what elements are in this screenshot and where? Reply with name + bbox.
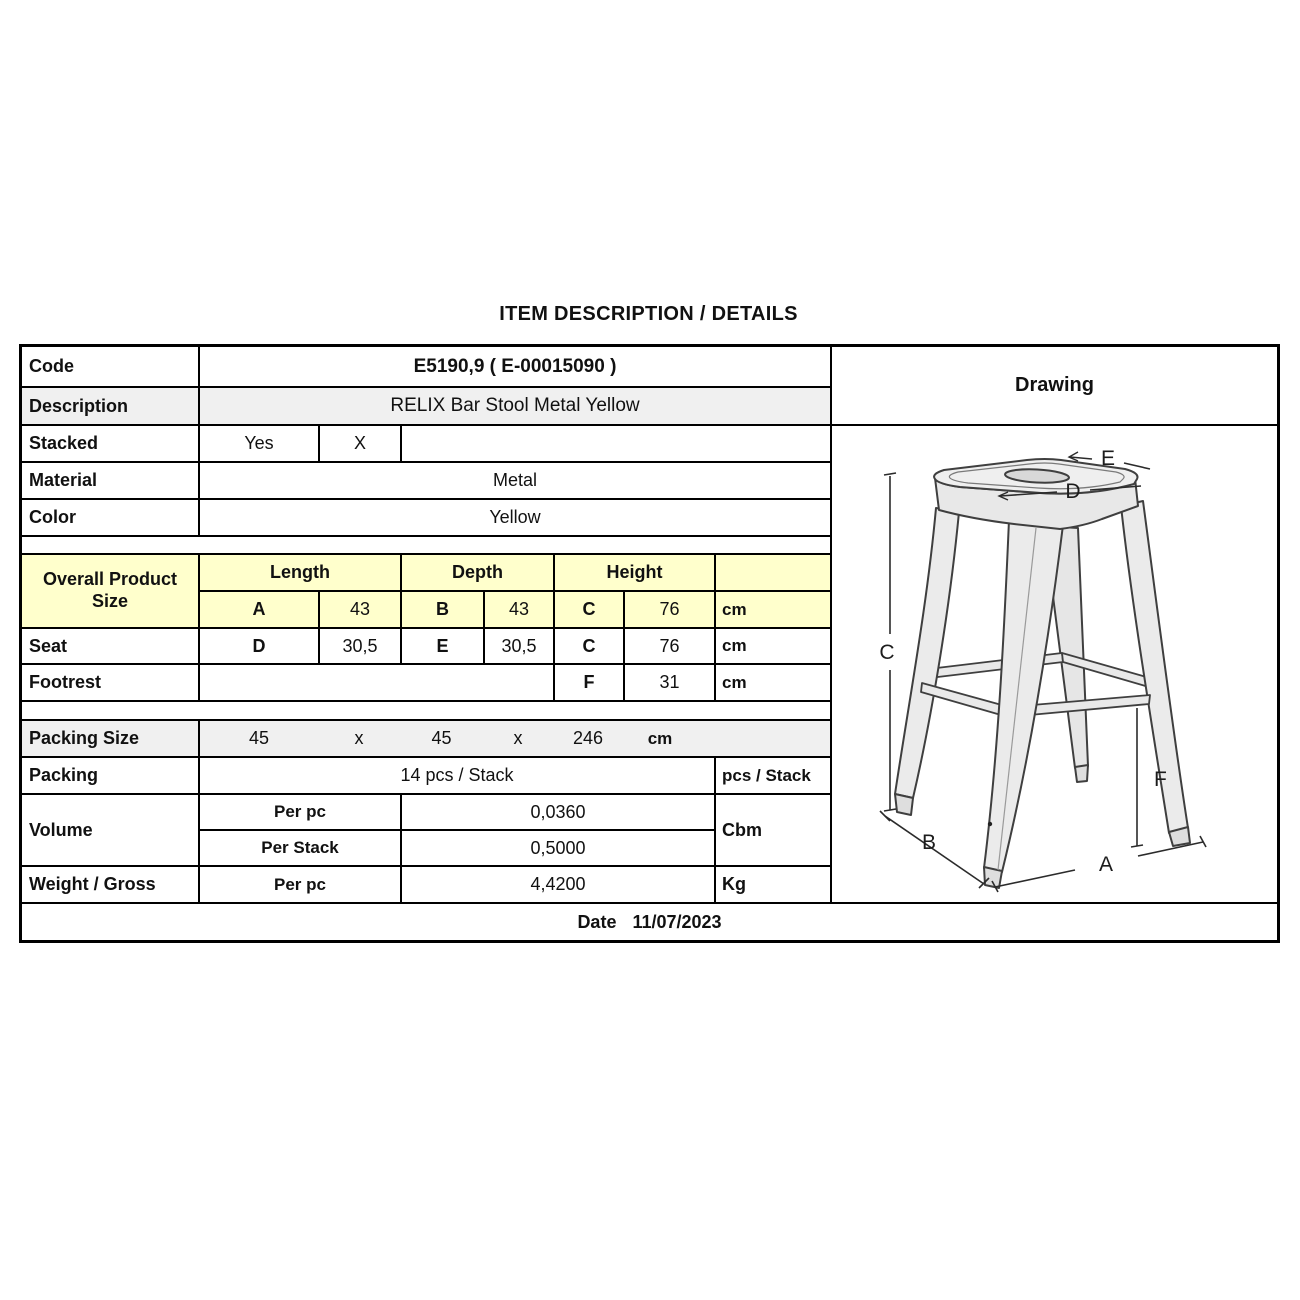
seat-val-e: 30,5 (483, 627, 555, 665)
footrest-unit: cm (714, 663, 832, 702)
packing-unit: pcs / Stack (714, 756, 832, 795)
volume-unit: Cbm (714, 793, 832, 867)
volume-per-pc-value: 0,0360 (400, 793, 716, 831)
footrest-empty (198, 663, 555, 702)
drawing-area (830, 424, 1279, 904)
date-value: 11/07/2023 (632, 912, 722, 932)
page-title: ITEM DESCRIPTION / DETAILS (499, 303, 798, 325)
spacer-row-2 (20, 700, 832, 721)
packing-size-v2: 45 (431, 728, 452, 748)
date-row (20, 902, 1279, 943)
date-label: Date (577, 912, 617, 932)
color-label: Color (20, 498, 200, 537)
volume-label: Volume (20, 793, 200, 867)
depth-header: Depth (400, 553, 555, 592)
drawing-dim-a: A (1098, 853, 1114, 876)
stacked-mark-cell: X (318, 424, 402, 463)
footrest-label: Footrest (20, 663, 200, 702)
weight-value: 4,4200 (400, 865, 716, 904)
overall-dim-b: B (400, 590, 485, 629)
stacked-yes-cell: Yes (198, 424, 320, 463)
volume-per-stack-value: 0,5000 (400, 829, 716, 867)
packing-size-x1: x (354, 728, 364, 748)
seat-val-d: 30,5 (318, 627, 402, 665)
material-value: Metal (198, 461, 832, 500)
volume-per-pc-label: Per pc (198, 793, 402, 831)
drawing-dim-d: D (1065, 480, 1081, 503)
description-label: Description (20, 386, 200, 426)
packing-label: Packing (20, 756, 200, 795)
overall-val-b: 43 (483, 590, 555, 629)
volume-per-stack-label: Per Stack (198, 829, 402, 867)
overall-size-label (20, 553, 200, 629)
description-value: RELIX Bar Stool Metal Yellow (198, 386, 832, 426)
material-label: Material (20, 461, 200, 500)
packing-size-values (198, 719, 832, 758)
packing-value: 14 pcs / Stack (198, 756, 716, 795)
overall-val-a: 43 (318, 590, 402, 629)
overall-dim-c: C (553, 590, 625, 629)
drawing-dim-c: C (879, 641, 895, 664)
overall-size-line2: Size (91, 591, 129, 611)
weight-unit: Kg (714, 865, 832, 904)
seat-dim-c: C (553, 627, 625, 665)
footrest-val-f: 31 (623, 663, 716, 702)
unit-header-empty (714, 553, 832, 592)
code-value: E5190,9 ( E-00015090 ) (198, 345, 832, 388)
packing-size-v3: 246 (572, 728, 604, 748)
seat-dim-e: E (400, 627, 485, 665)
drawing-dim-b: B (921, 831, 937, 854)
packing-size-unit: cm (647, 728, 673, 748)
packing-size-v1: 45 (248, 728, 270, 748)
overall-size-line1: Overall Product (42, 569, 178, 590)
weight-per-pc-label: Per pc (198, 865, 402, 904)
seat-unit: cm (714, 627, 832, 665)
drawing-dim-e: E (1100, 447, 1116, 470)
code-label: Code (20, 345, 200, 388)
seat-dim-d: D (198, 627, 320, 665)
overall-val-c: 76 (623, 590, 716, 629)
color-value: Yellow (198, 498, 832, 537)
seat-val-c: 76 (623, 627, 716, 665)
overall-unit: cm (714, 590, 832, 629)
seat-label: Seat (20, 627, 200, 665)
footrest-dim-f: F (553, 663, 625, 702)
drawing-header: Drawing (830, 345, 1279, 426)
packing-size-label: Packing Size (20, 719, 200, 758)
stool-drawing (832, 426, 1277, 902)
stacked-label: Stacked (20, 424, 200, 463)
stacked-empty-cell (400, 424, 832, 463)
length-header: Length (198, 553, 402, 592)
height-header: Height (553, 553, 716, 592)
packing-size-x2: x (513, 728, 523, 748)
spacer-row-1 (20, 535, 832, 555)
weight-label: Weight / Gross (20, 865, 200, 904)
overall-dim-a: A (198, 590, 320, 629)
drawing-dim-f: F (1154, 768, 1167, 791)
